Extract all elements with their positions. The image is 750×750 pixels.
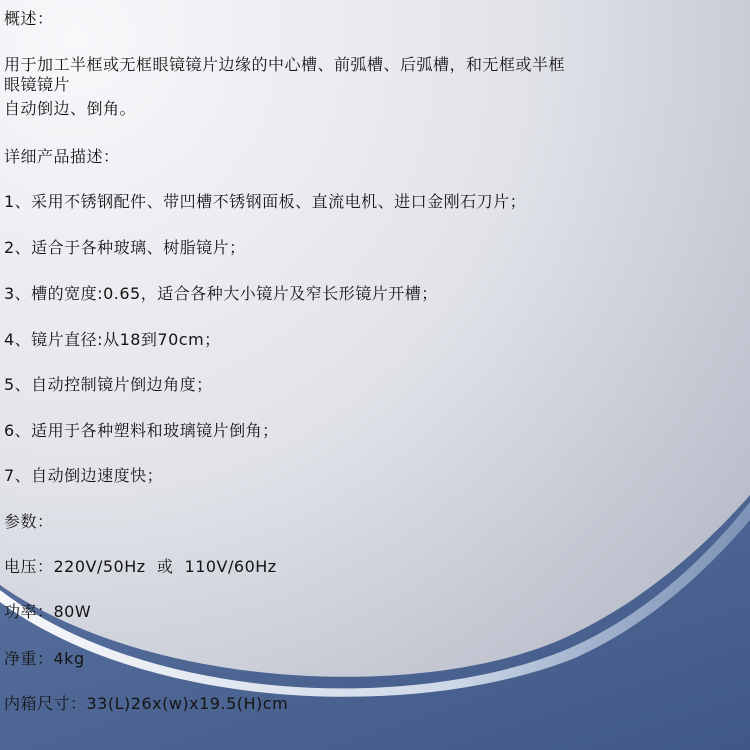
details-item-1: 1、采用不锈钢配件、带凹槽不锈钢面板、直流电机、进口金刚石刀片；: [4, 192, 527, 211]
params-heading: 参数：: [4, 512, 54, 531]
overview-line-2: 眼镜镜片: [4, 75, 71, 94]
details-heading: 详细产品描述：: [4, 147, 120, 166]
overview-line-3: 自动倒边、倒角。: [4, 99, 137, 118]
params-voltage: 电压：220V/50Hz 或 110V/60Hz: [4, 557, 277, 576]
overview-line-1: 用于加工半框或无框眼镜镜片边缘的中心槽、前弧槽、后弧槽，和无框或半框: [4, 55, 566, 74]
params-power: 功率：80W: [4, 602, 92, 621]
params-carton-size: 内箱尺寸：33(L)26x(w)x19.5(H)cm: [4, 694, 289, 713]
details-item-4: 4、镜片直径:从18到70cm；: [4, 330, 221, 349]
details-item-7: 7、自动倒边速度快；: [4, 466, 164, 485]
details-item-2: 2、适合于各种玻璃、树脂镜片；: [4, 238, 246, 257]
params-net-weight: 净重：4kg: [4, 649, 85, 668]
details-item-6: 6、适用于各种塑料和玻璃镜片倒角；: [4, 421, 279, 440]
details-item-3: 3、槽的宽度:0.65，适合各种大小镜片及窄长形镜片开槽；: [4, 284, 438, 303]
overview-heading: 概述：: [4, 9, 54, 28]
details-item-5: 5、自动控制镜片倒边角度；: [4, 375, 213, 394]
